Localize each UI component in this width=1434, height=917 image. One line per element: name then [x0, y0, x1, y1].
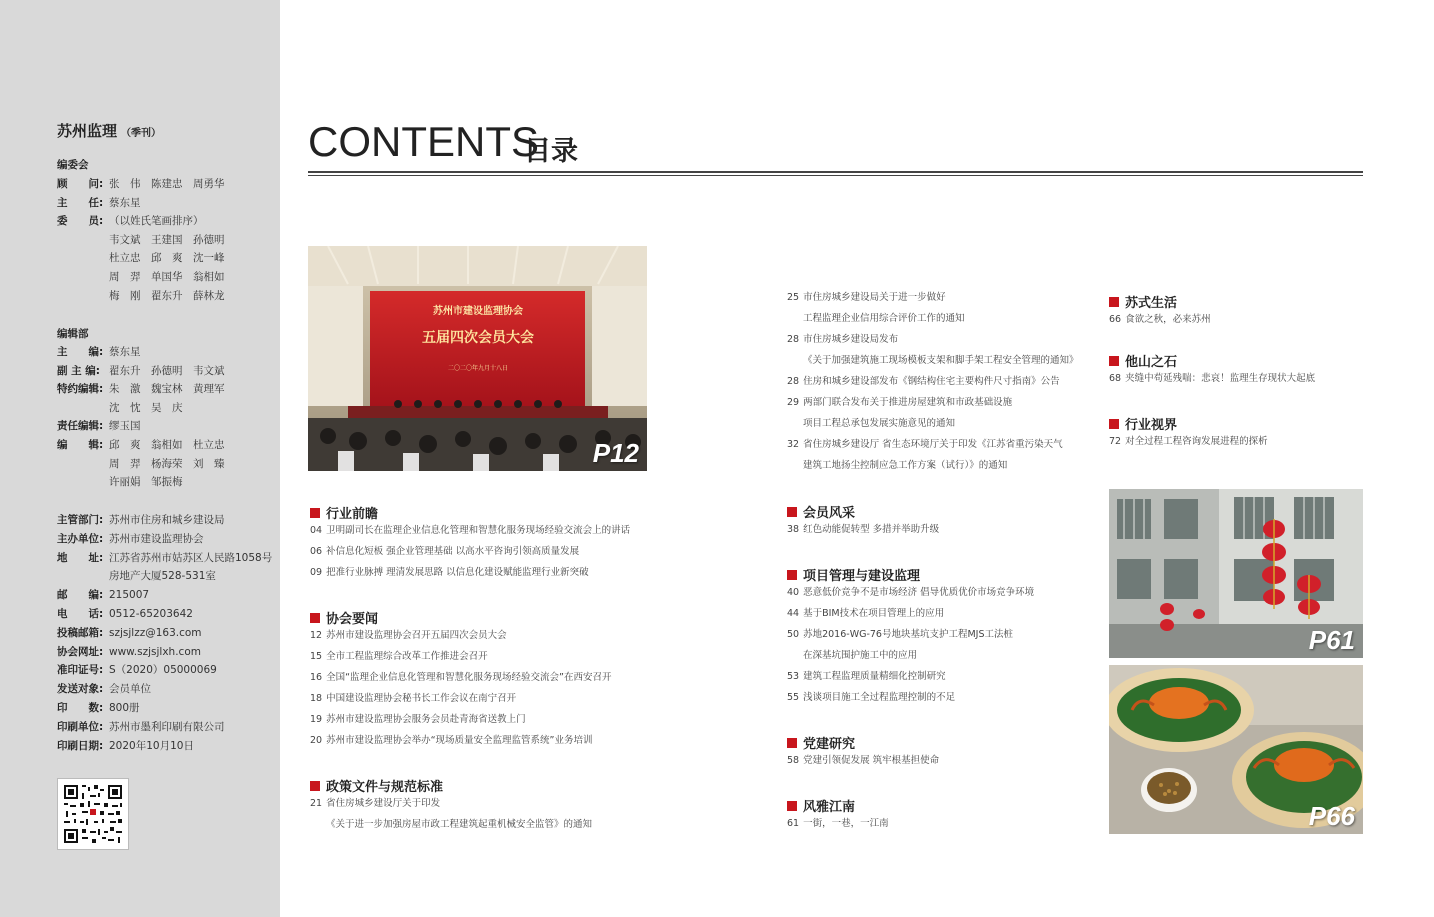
masthead-label: 印 数:: [57, 702, 104, 714]
svg-text:五届四次会员大会: 五届四次会员大会: [422, 330, 534, 346]
entry-title: 《关于加强建筑施工现场模板支架和脚手架工程安全管理的通知》: [803, 355, 1079, 366]
masthead-sidebar: [0, 0, 280, 917]
masthead-value: 蔡东星: [109, 346, 141, 358]
page-number: 28: [787, 334, 800, 345]
entry-title: 工程监理企业信用综合评价工作的通知: [803, 313, 965, 324]
section-heading-tashan-zhishi: [1109, 351, 1177, 370]
toc-entry[interactable]: [787, 417, 955, 431]
masthead-row: [57, 511, 225, 529]
toc-entry[interactable]: [1109, 372, 1315, 386]
masthead-row: [57, 718, 225, 736]
masthead-value: 蔡东星: [109, 196, 141, 209]
entry-title: 基于BIM技术在项目管理上的应用: [803, 608, 945, 619]
masthead-row: [57, 643, 201, 661]
red-square-icon: [787, 738, 797, 748]
red-square-icon: [1109, 297, 1119, 307]
masthead-label: 主 编:: [57, 346, 104, 358]
entry-title: 《关于进一步加强房屋市政工程建筑起重机械安全监管》的通知: [326, 819, 593, 830]
section-title: 协会要闻: [326, 612, 379, 627]
page-number: 09: [310, 567, 323, 578]
toc-entry[interactable]: [787, 607, 944, 621]
toc-entry[interactable]: [787, 586, 1034, 600]
masthead-row: [57, 549, 272, 567]
toc-entry[interactable]: [310, 797, 440, 811]
header-rule: [308, 171, 1363, 173]
section-title: 行业前瞻: [326, 507, 379, 522]
masthead-label: 主管部门:: [57, 514, 104, 526]
page-number: 29: [787, 397, 800, 408]
toc-entry[interactable]: [787, 691, 955, 705]
masthead-value: 邱 爽 翁相如 杜立忠: [109, 439, 225, 451]
masthead-value: www.szjsjlxh.com: [109, 645, 201, 658]
entry-title: 苏州市建设监理协会举办“现场质量安全监理监管系统”业务培训: [326, 735, 593, 746]
masthead-value: 许丽娟 邹振梅: [109, 476, 183, 489]
section-heading-zhengce-wenjian: [310, 776, 443, 795]
toc-entry[interactable]: [787, 438, 1063, 452]
toc-entry[interactable]: [787, 817, 889, 831]
section-title: 风雅江南: [803, 800, 856, 815]
magazine-title: 苏州监理 （季刊）: [57, 122, 162, 140]
photo-crabs: [1109, 665, 1363, 834]
toc-entry[interactable]: [310, 713, 526, 727]
masthead-row: [57, 661, 217, 679]
masthead-label: 印刷日期:: [57, 739, 104, 752]
entry-title: 卫明副司长在监理企业信息化管理和智慧化服务现场经验交流会上的讲话: [326, 525, 631, 536]
masthead-label: 编 辑:: [57, 439, 104, 451]
masthead-row: [57, 362, 225, 380]
contents-title-cn: 目录: [524, 136, 578, 167]
masthead-value: S（2020）05000069: [109, 664, 217, 677]
masthead-value: 215007: [109, 589, 150, 602]
entry-title: 项目工程总承包发展实施意见的通知: [803, 418, 956, 429]
entry-title: 恶意低价竞争不是市场经济 倡导优质优价市场竞争环境: [803, 587, 1035, 598]
masthead-row: [57, 194, 141, 212]
toc-entry[interactable]: [310, 545, 579, 559]
masthead-label: 主办单位:: [57, 532, 104, 545]
masthead-value: 梅 刚 翟东升 薛林龙: [109, 289, 225, 302]
masthead-value: 沈 忱 吴 庆: [109, 401, 183, 414]
page-number: 72: [1109, 436, 1122, 447]
page-number: 04: [310, 525, 323, 536]
masthead-label: 责任编辑:: [57, 420, 104, 433]
masthead-label: 协会网址:: [57, 645, 104, 658]
entry-title: 市住房城乡建设局发布: [803, 334, 899, 345]
entry-title: 省住房城乡建设厅 省生态环境厅关于印发《江苏省重污染天气: [803, 439, 1063, 450]
section-title: 政策文件与规范标准: [326, 780, 444, 795]
toc-entry[interactable]: [787, 754, 939, 768]
masthead-row: [57, 455, 225, 473]
masthead-label: 主 任:: [57, 196, 104, 209]
masthead-row: [57, 380, 225, 398]
masthead-row: [57, 530, 204, 548]
entry-title: 浅谈项目施工全过程监理控制的不足: [803, 692, 956, 703]
masthead-row: [57, 268, 225, 286]
masthead-value: 0512-65203642: [109, 608, 193, 620]
masthead-value: 周 羿 单国华 翁相如: [109, 271, 225, 283]
entry-title: 省住房城乡建设厅关于印发: [326, 798, 441, 809]
toc-entry[interactable]: [787, 459, 1007, 473]
masthead-value: 苏州市墨利印刷有限公司: [109, 720, 225, 733]
entry-title: 中国建设监理协会秘书长工作会议在南宁召开: [326, 693, 517, 704]
entry-title: 一街，一巷，一江南: [803, 818, 889, 829]
masthead-value: 苏州市建设监理协会: [109, 532, 204, 545]
page-number: 38: [787, 524, 800, 535]
masthead-label: 准印证号:: [57, 664, 104, 677]
entry-title: 两部门联合发布关于推进房屋建筑和市政基础设施: [803, 397, 1013, 408]
entry-title: 全国“监理企业信息化管理和智慧化服务现场经验交流会”在西安召开: [326, 672, 612, 683]
toc-entry[interactable]: [310, 650, 488, 664]
masthead-row: [57, 586, 149, 604]
editorial-heading: 编辑部: [57, 328, 89, 340]
page-number: 21: [310, 798, 323, 809]
red-square-icon: [310, 613, 320, 623]
masthead-value: 江苏省苏州市姑苏区人民路1058号: [109, 551, 273, 564]
toc-entry[interactable]: [310, 629, 507, 643]
page-number: 06: [310, 546, 323, 557]
section-heading-xiehui-yaowen: [310, 608, 378, 627]
board-heading: 编委会: [57, 159, 89, 171]
section-title: 项目管理与建设监理: [803, 569, 921, 584]
toc-entry[interactable]: [787, 649, 917, 663]
masthead-row: [57, 212, 204, 230]
masthead-row: [57, 399, 183, 417]
masthead-value: （以姓氏笔画排序）: [109, 215, 204, 228]
page-number: 25: [787, 292, 800, 303]
red-square-icon: [787, 570, 797, 580]
masthead-value: 缪玉国: [109, 420, 141, 433]
masthead-row: [57, 680, 151, 698]
toc-entry[interactable]: [310, 566, 589, 580]
red-square-icon: [1109, 419, 1119, 429]
entry-title: 建筑工地扬尘控制应急工作方案（试行）》的通知: [803, 460, 1008, 471]
masthead-row: [57, 699, 140, 717]
masthead-value: 杜立忠 邱 爽 沈一峰: [109, 252, 225, 265]
masthead-value: 韦文斌 王建国 孙德明: [109, 233, 225, 246]
section-heading-sushi-shenghuo: [1109, 292, 1177, 311]
svg-text:二〇二〇年九月十八日: 二〇二〇年九月十八日: [447, 365, 509, 372]
entry-title: 食欲之秋，必来苏州: [1125, 314, 1211, 325]
toc-entry[interactable]: [787, 333, 898, 347]
masthead-label: 副 主 编:: [57, 364, 101, 377]
page-number: 44: [787, 608, 800, 619]
page-number: 18: [310, 693, 323, 704]
masthead-label: 发送对象:: [57, 683, 104, 696]
masthead-label: 投稿邮箱:: [57, 626, 104, 639]
masthead-value: 房地产大厦528-531室: [109, 570, 216, 583]
page-number: 53: [787, 671, 800, 682]
toc-entry[interactable]: [787, 396, 1012, 410]
page-number: 16: [310, 672, 323, 683]
masthead-value: 2020年10月10日: [109, 739, 194, 752]
section-heading-hangye-qianzhan: [310, 503, 378, 522]
qr-code-icon: [57, 778, 129, 850]
section-title: 行业视界: [1125, 418, 1178, 433]
masthead-row: [57, 473, 183, 491]
masthead-label: 印刷单位:: [57, 720, 104, 733]
section-title: 党建研究: [803, 737, 856, 752]
toc-entry[interactable]: [787, 291, 946, 305]
toc-entry[interactable]: [1109, 435, 1268, 449]
section-heading-huiyuan-fengcai: [787, 502, 855, 521]
header-rule-thin: [308, 175, 1363, 176]
toc-entry[interactable]: [310, 671, 611, 685]
entry-title: 红色动能促转型 多措并举助升级: [803, 524, 940, 535]
photo-conference: [308, 246, 647, 471]
masthead-row: [57, 737, 194, 755]
toc-entry[interactable]: [310, 734, 592, 748]
toc-entry[interactable]: [1109, 313, 1211, 327]
masthead-label: 特约编辑:: [57, 383, 104, 396]
red-square-icon: [1109, 356, 1119, 366]
masthead-row: [57, 175, 225, 193]
entry-title: 党建引领促发展 筑牢根基担使命: [803, 755, 940, 766]
page-number: 55: [787, 692, 800, 703]
page-number: 12: [310, 630, 323, 641]
toc-entry[interactable]: [787, 670, 946, 684]
page-number: 40: [787, 587, 800, 598]
section-heading-hangye-shijie: [1109, 414, 1177, 433]
entry-title: 夹缝中苟延残喘：悲哀！监理生存现状大起底: [1125, 373, 1316, 384]
toc-entry[interactable]: [787, 354, 1079, 368]
entry-title: 苏州市建设监理协会服务会员赴青海省送教上门: [326, 714, 526, 725]
photo-lantern-street: [1109, 489, 1363, 658]
entry-title: 在深基坑围护施工中的应用: [803, 650, 918, 661]
masthead-row: [57, 567, 216, 585]
masthead-label: 顾 问:: [57, 178, 104, 190]
entry-title: 苏州市建设监理协会召开五届四次会员大会: [326, 630, 507, 641]
red-square-icon: [787, 801, 797, 811]
masthead-label: 邮 编:: [57, 589, 104, 602]
masthead-value: szjsjlzz@163.com: [109, 626, 202, 639]
masthead-value: 周 羿 杨海荣 刘 臻: [109, 457, 225, 470]
masthead-row: [57, 287, 225, 305]
masthead-row: [57, 605, 193, 623]
masthead-label: 电 话:: [57, 608, 104, 620]
contents-title: CONTENTS: [308, 118, 539, 165]
page-number: 28: [787, 376, 800, 387]
toc-entry[interactable]: [310, 818, 592, 832]
entry-title: 全市工程监理综合改革工作推进会召开: [326, 651, 488, 662]
section-heading-fengya-jiangnan: [787, 796, 855, 815]
page-number: 20: [310, 735, 323, 746]
masthead-label: 地 址:: [57, 551, 104, 564]
masthead-row: [57, 231, 225, 249]
red-square-icon: [787, 507, 797, 517]
masthead-label: 委 员:: [57, 215, 104, 228]
page-number: 61: [787, 818, 800, 829]
toc-entry[interactable]: [787, 523, 939, 537]
toc-entry[interactable]: [787, 628, 1013, 642]
page-label-p61: P61: [1308, 625, 1355, 655]
page-number: 50: [787, 629, 800, 640]
page-number: 66: [1109, 314, 1122, 325]
section-title: 会员风采: [803, 506, 856, 521]
masthead-value: 张 伟 陈建忠 周勇华: [109, 178, 225, 190]
masthead-value: 会员单位: [109, 683, 151, 696]
entry-title: 补信息化短板 强企业管理基础 以高水平咨询引领高质量发展: [326, 546, 580, 557]
entry-title: 对全过程工程咨询发展进程的探析: [1125, 436, 1268, 447]
page-number: 15: [310, 651, 323, 662]
entry-title: 建筑工程监理质量精细化控制研究: [803, 671, 946, 682]
masthead-row: [57, 249, 225, 267]
section-heading-xiangmu-guanli: [787, 565, 920, 584]
page-label-p66: P66: [1308, 801, 1355, 831]
page-number: 19: [310, 714, 323, 725]
toc-entry[interactable]: [310, 692, 516, 706]
section-title: 苏式生活: [1125, 296, 1178, 311]
masthead-row: [57, 417, 141, 435]
svg-text:苏州市建设监理协会: 苏州市建设监理协会: [433, 306, 523, 317]
section-heading-dangjian-yanjiu: [787, 733, 855, 752]
entry-title: 市住房城乡建设局关于进一步做好: [803, 292, 946, 303]
entry-title: 住房和城乡建设部发布《钢结构住宅主要构件尺寸指南》公告: [803, 376, 1060, 387]
entry-title: 苏地2016-WG-76号地块基坑支护工程MJS工法桩: [803, 629, 1013, 640]
masthead-value: 800册: [109, 702, 140, 714]
toc-entry[interactable]: [787, 375, 1060, 389]
masthead-value: 苏州市住房和城乡建设局: [109, 514, 225, 526]
masthead-value: 翟东升 孙德明 韦文斌: [109, 364, 225, 377]
toc-entry[interactable]: [310, 524, 630, 538]
page-number: 32: [787, 439, 800, 450]
entry-title: 把准行业脉搏 理清发展思路 以信息化建设赋能监理行业新突破: [326, 567, 589, 578]
masthead-row: [57, 624, 202, 642]
masthead-value: 朱 激 魏宝林 黄理军: [109, 383, 225, 396]
toc-entry[interactable]: [787, 312, 965, 326]
masthead-row: [57, 436, 225, 454]
masthead-row: [57, 343, 141, 361]
page-label-p12: P12: [592, 438, 639, 468]
page-number: 58: [787, 755, 800, 766]
red-square-icon: [310, 508, 320, 518]
red-square-icon: [310, 781, 320, 791]
section-title: 他山之石: [1125, 355, 1178, 370]
page-number: 68: [1109, 373, 1122, 384]
